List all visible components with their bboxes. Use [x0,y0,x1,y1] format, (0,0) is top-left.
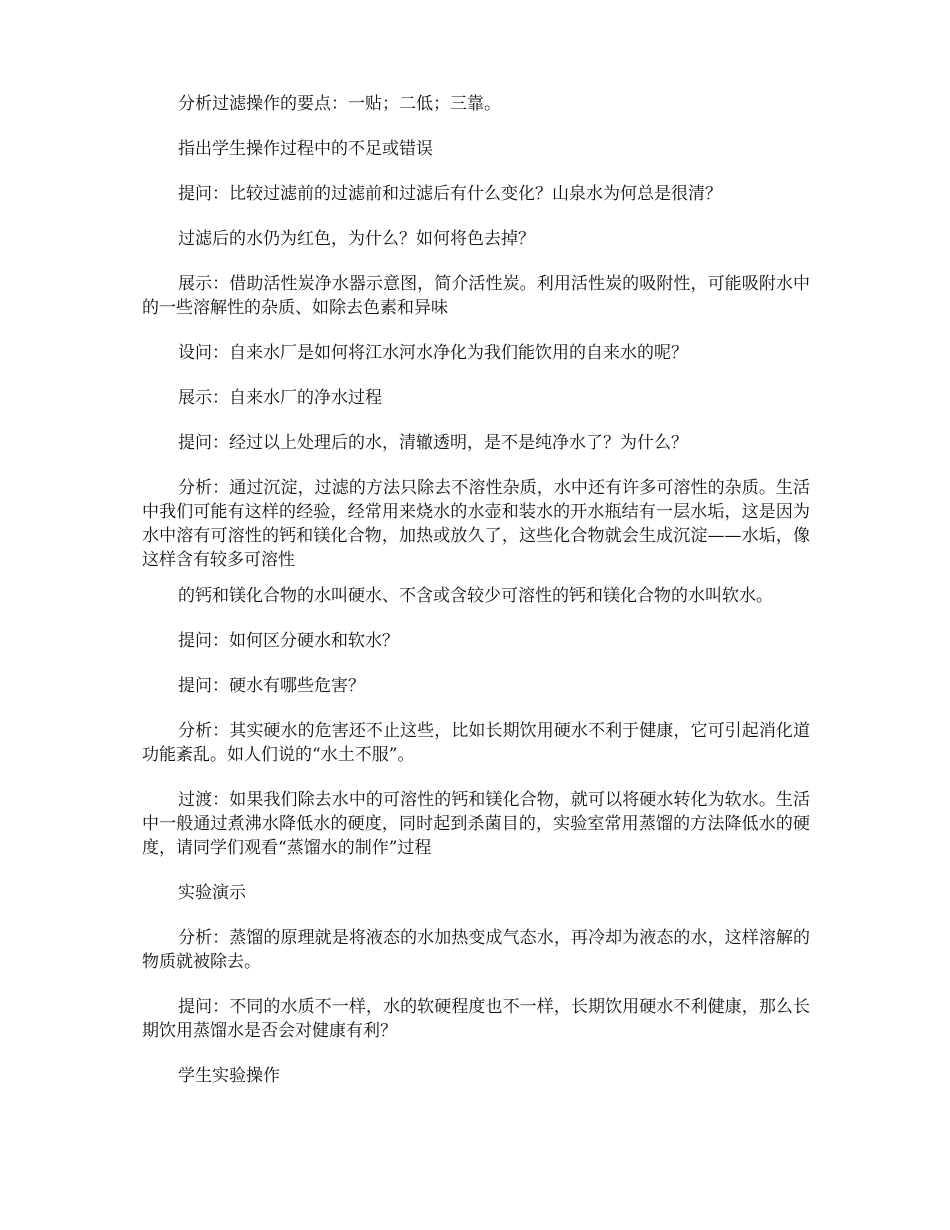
paragraph-show-waterworks-process: 展示：自来水厂的净水过程 [178,388,382,408]
paragraph-question-compare: 提问：比较过滤前的过滤前和过滤后有什么变化？山泉水为何总是很清？ [178,184,722,204]
paragraph-analysis-distillation: 分析：蒸馏的原理就是将液态的水加热变成气态水，再冷却为液态的水，这样溶解的物质就被除去。 [142,928,810,972]
paragraph-demo: 实验演示 [178,883,246,903]
paragraph-ask-waterworks: 设问：自来水厂是如何将江水河水净化为我们能饮用的自来水的呢？ [178,343,688,363]
paragraph-filtration-points: 分析过滤操作的要点：一贴；二低；三靠。 [178,94,501,114]
paragraph-analysis-harm: 分析：其实硬水的危害还不止这些，比如长期饮用硬水不利于健康，它可引起消化道功能紊乱。如人们说的“水土不服”。 [142,721,810,765]
paragraph-question-harm: 提问：硬水有哪些危害？ [178,676,365,696]
paragraph-point-out-errors: 指出学生操作过程中的不足或错误 [178,139,433,159]
paragraph-analysis-scale: 分析：通过沉淀，过滤的方法只除去不溶性杂质，水中还有许多可溶性的杂质。生活中我们可能有这样的经验，经常用来烧水的水壶和装水的开水瓶结有一层水垢，这是因为水中溶有可溶性的钙和镁化合物，加热或放久了，这些化合物就会生成沉淀——水垢，像这样含有较多可溶性 [142,478,810,570]
paragraph-hard-soft-definition: 的钙和镁化合物的水叫硬水、不含或含较少可溶性的钙和镁化合物的水叫软水。 [178,586,773,606]
paragraph-question-pure-water: 提问：经过以上处理后的水，清辙透明，是不是纯净水了？为什么？ [178,433,688,453]
paragraph-question-distilled-health: 提问：不同的水质不一样，水的软硬程度也不一样，长期饮用硬水不利健康，那么长期饮用蒸馏水是否会对健康有利？ [142,997,810,1041]
document-body [142,92,810,1109]
paragraph-question-distinguish: 提问：如何区分硬水和软水？ [178,631,399,651]
paragraph-student-experiment: 学生实验操作 [178,1066,280,1086]
paragraph-still-red: 过滤后的水仍为红色，为什么？如何将色去掉？ [178,229,535,249]
paragraph-show-activated-carbon: 展示：借助活性炭净水器示意图，简介活性炭。利用活性炭的吸附性，可能吸附水中的一些溶解性的杂质、如除去色素和异味 [142,274,810,318]
paragraph-transition-distillation: 过渡：如果我们除去水中的可溶性的钙和镁化合物，就可以将硬水转化为软水。生活中一般通过煮沸水降低水的硬度，同时起到杀菌目的，实验室常用蒸馏的方法降低水的硬度，请同学们观看“蒸馏水的制作”过程 [142,790,810,858]
